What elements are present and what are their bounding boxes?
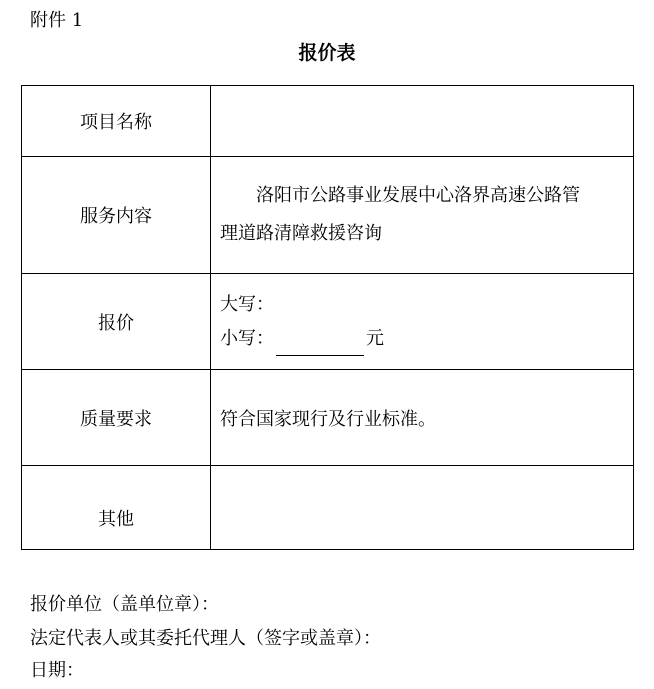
attachment-label: 附件 1 bbox=[30, 10, 84, 31]
quality-label: 质量要求 bbox=[22, 370, 211, 466]
quality-value: 符合国家现行及行业标准。 bbox=[211, 370, 634, 466]
table-row-project-name bbox=[22, 86, 634, 157]
footer-representative: 法定代表人或其委托代理人（签字或盖章）： bbox=[30, 628, 381, 649]
footer-unit: 报价单位（盖单位章）： bbox=[30, 594, 219, 615]
page-title: 报价表 bbox=[298, 42, 356, 64]
project-name-label: 项目名称 bbox=[22, 86, 211, 157]
price-upper-row bbox=[220, 288, 627, 322]
price-value bbox=[211, 274, 634, 370]
table-row-quality bbox=[22, 370, 634, 466]
price-lower-row bbox=[220, 322, 627, 356]
project-name-value bbox=[211, 86, 634, 157]
other-value bbox=[211, 466, 634, 550]
table-row-price bbox=[22, 274, 634, 370]
other-label: 其他 bbox=[22, 466, 211, 550]
table-row-service bbox=[22, 157, 634, 274]
price-label bbox=[22, 274, 211, 370]
service-line-1: 洛阳市公路事业发展中心洛界高速公路管 bbox=[256, 185, 580, 206]
price-lower-label: 小写： bbox=[220, 327, 274, 349]
service-label: 服务内容 bbox=[22, 157, 211, 274]
quote-table bbox=[21, 85, 634, 550]
price-amount-blank[interactable] bbox=[276, 337, 364, 356]
price-upper-label: 大写： bbox=[220, 293, 274, 315]
price-label-right: 价 bbox=[116, 312, 134, 334]
price-unit: 元 bbox=[366, 327, 384, 349]
service-line-2: 理道路清障救援咨询 bbox=[220, 223, 382, 244]
table-row-other bbox=[22, 466, 634, 550]
service-value bbox=[211, 157, 634, 274]
footer-date: 日期： bbox=[30, 660, 84, 681]
price-label-left: 报 bbox=[98, 312, 116, 334]
